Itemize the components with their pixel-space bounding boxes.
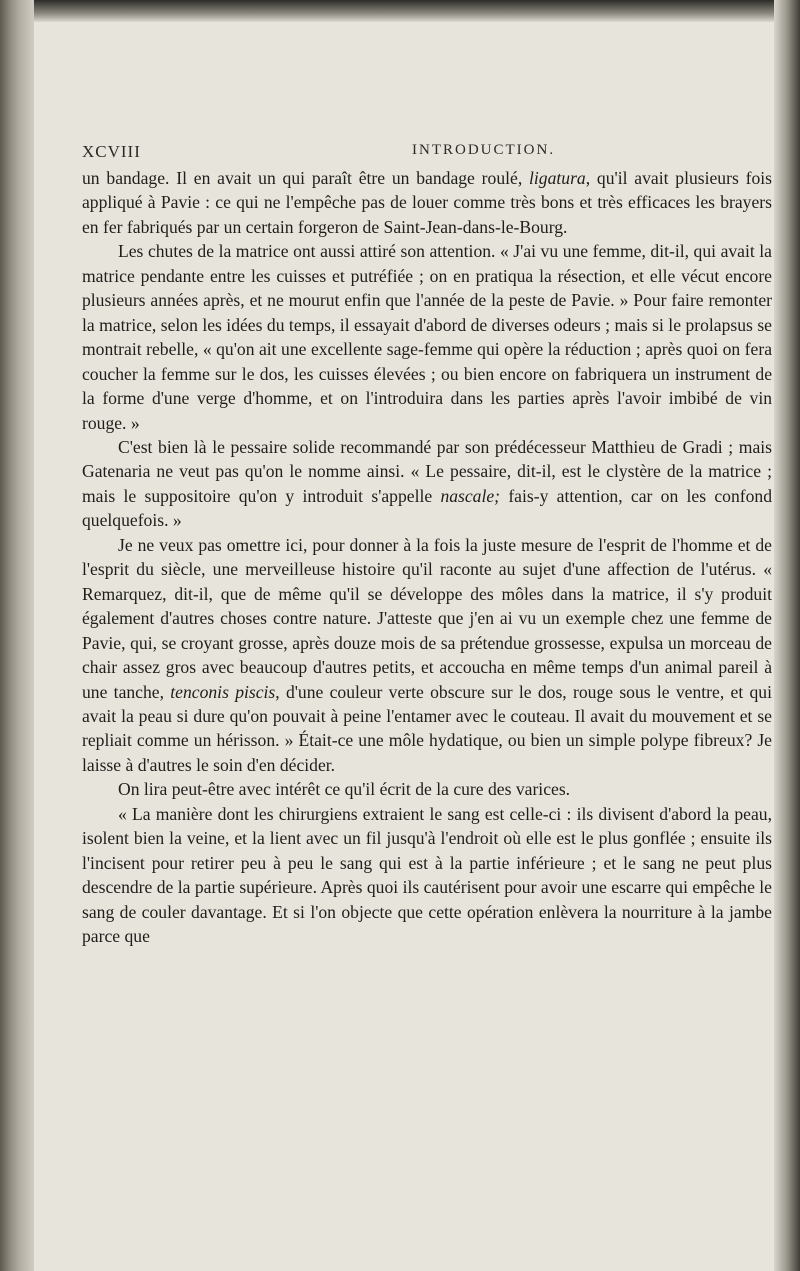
- paragraph-text: Je ne veux pas omettre ici, pour donner à la fois la juste mesure de l'esprit de l'homme et de l'esprit du siècle, une merveilleuse histoire qu'il raconte au sujet d'une affection de l'utérus. « Remarquez, dit-il, que de même qu'il se développe des môles dans la matrice, il s'y produit également d'autres choses contre nature. J'atteste que j'en ai vu un exemple chez une femme de Pavie, qui, se croyant grosse, après douze mois de sa prétendue grossesse, expulsa un morceau de chair assez gros avec beaucoup d'autres petits, et accoucha en même temps d'un animal pareil à une tanche,: [82, 534, 772, 702]
- page-number: XCVIII: [82, 142, 141, 161]
- running-title: INTRODUCTION.: [412, 142, 556, 158]
- page-header: [82, 142, 772, 164]
- page-top-shadow: [34, 0, 774, 22]
- italic-term: tenconis piscis: [170, 681, 276, 702]
- paragraph: [82, 435, 772, 533]
- paragraph: [82, 777, 772, 801]
- paragraph-text: On lira peut-être avec intérêt ce qu'il écrit de la cure des varices.: [118, 779, 571, 800]
- paragraph-text: Les chutes de la matrice ont aussi attiré son attention. « J'ai vu une femme, dit-il, qui avait la matrice pendante entre les cuisses et putréfiée ; on en pratiqua la résection, et elle vécut encore plusieurs années après, et ne mourut enfin que l'année de la peste de Pavie. » Pour faire remonter la matrice, selon les idées du temps, il essayait d'abord de diverses odeurs ; mais si le prolapsus se montrait rebelle, « qu'on ait une excellente sage-femme qui opère la réduction ; après quoi on fera coucher la femme sur le dos, les cuisses élevées ; ou bien encore on fabriquera un instrument de la forme d'une verge d'homme, et on l'introduira dans les parties après l'avoir imbibé de vin rouge. »: [82, 241, 772, 433]
- paragraph: [82, 166, 772, 239]
- paragraph: [82, 239, 772, 435]
- paragraph-text: « La manière dont les chirurgiens extraient le sang est celle-ci : ils divisent d'abord la peau, isolent bien la veine, et la lient avec un fil jusqu'à l'endroit où elle est le plus gonflée ; ensuite ils l'incisent pour retirer peu à peu le sang qui est à la partie inférieure ; et le sang ne peut plus descendre de la partie supérieure. Après quoi ils cautérisent pour avoir une escarre qui empêche le sang de couler davantage. Et si l'on objecte que cette opération enlèvera la nourriture à la jambe parce que: [82, 803, 772, 947]
- italic-term: nascale;: [440, 485, 501, 506]
- book-binding-right: [774, 0, 800, 1271]
- body-text: [82, 166, 772, 949]
- paragraph: [82, 802, 772, 949]
- paragraph: [82, 533, 772, 778]
- paragraph-text: , qu'il avait plusieurs fois appliqué à Pavie : ce qui ne l'empêche pas de louer comme très bons et très efficaces les brayers en fer fabriqués par un certain forgeron de Saint-Jean-dans-le-Bourg.: [82, 168, 772, 237]
- paragraph-text: fais-y attention, car on les confond quelquefois. »: [82, 485, 772, 531]
- paragraph-text: , d'une couleur verte obscure sur le dos, rouge sous le ventre, et qui avait la peau si dure qu'on pouvait à peine l'entamer avec le couteau. Il avait du mouvement et se repliait comme un hérisson. » Était-ce une môle hydatique, ou bien un simple polype fibreux? Je laisse à d'autres le soin d'en décider.: [82, 681, 772, 775]
- book-binding-left: [0, 0, 34, 1271]
- paragraph-text: C'est bien là le pessaire solide recommandé par son prédécesseur Matthieu de Gradi ; mais Gatenaria ne veut pas qu'on le nomme ainsi. « Le pessaire, dit-il, est le clystère de la matrice ; mais le suppositoire qu'on y introduit s'appelle: [82, 436, 772, 506]
- italic-term: ligatura: [529, 168, 586, 188]
- paragraph-text: un bandage. Il en avait un qui paraît être un bandage roulé,: [82, 168, 530, 188]
